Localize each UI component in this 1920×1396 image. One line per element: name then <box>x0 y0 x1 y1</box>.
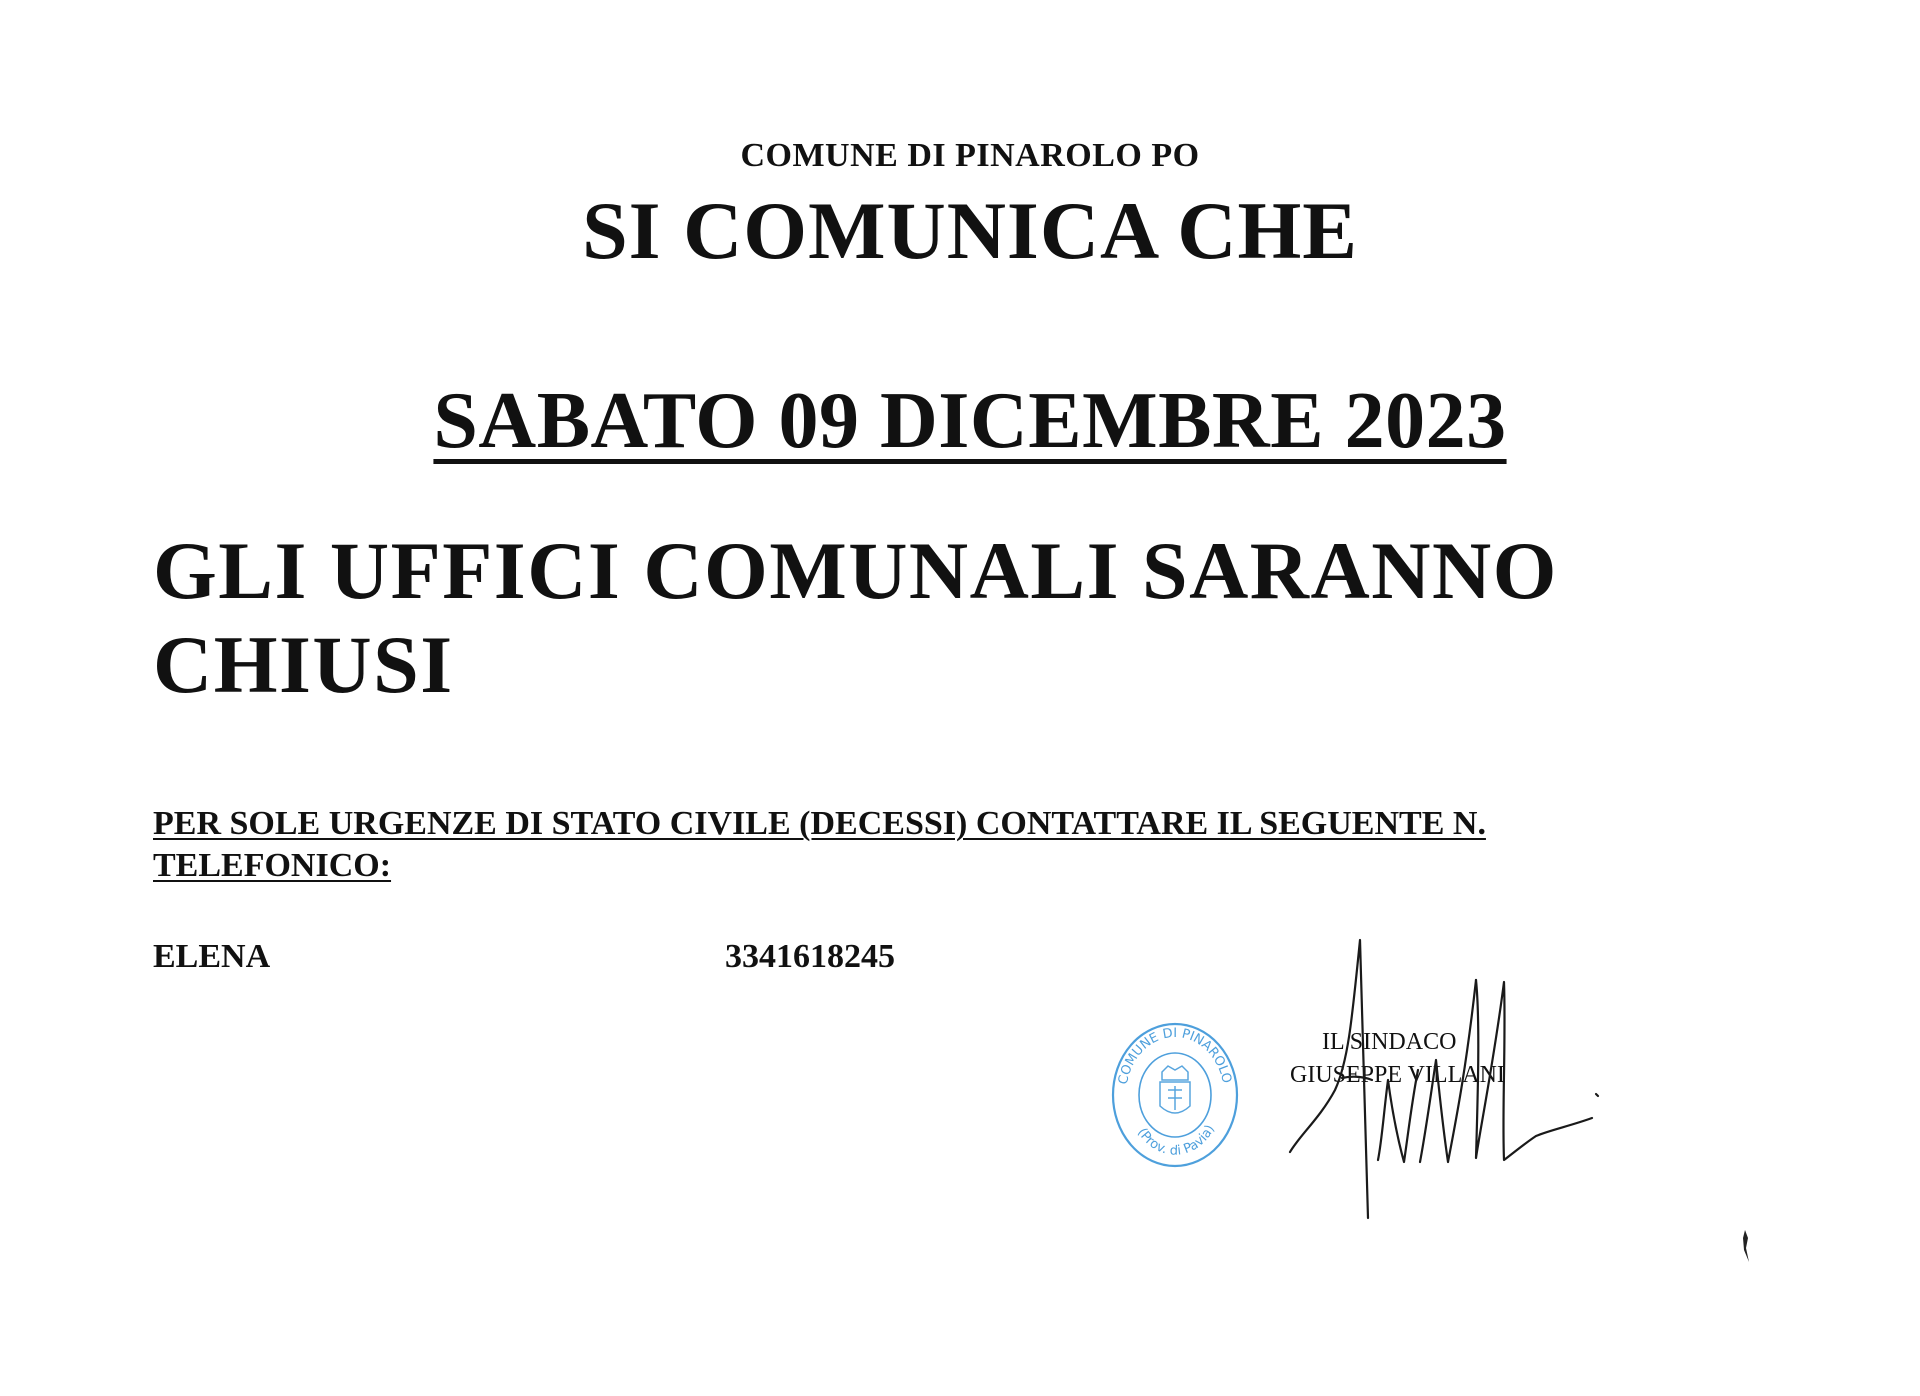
mayor-signature <box>1280 930 1610 1230</box>
contact-phone: 3341618245 <box>725 938 895 975</box>
signatory-title: IL SINDACO <box>1322 1029 1457 1055</box>
svg-text:COMUNE DI PINAROLO <box>1116 1026 1234 1086</box>
issuer-name: COMUNE DI PINAROLO PO <box>740 137 1200 174</box>
scan-speck <box>1740 1228 1752 1264</box>
seal-text-bottom: (Prov. di Pavia) <box>1134 1122 1218 1159</box>
closure-announcement: GLI UFFICI COMUNALI SARANNO CHIUSI <box>153 525 1558 710</box>
municipal-seal-stamp <box>1110 1020 1240 1170</box>
signatory-name: GIUSEPPE VILLANI <box>1290 1062 1505 1088</box>
crest-icon <box>1160 1066 1190 1113</box>
urgent-contact-note: PER SOLE URGENZE DI STATO CIVILE (DECESSI) CONTATTARE IL SEGUENTE N. TELEFONICO: <box>153 805 1486 884</box>
notice-heading: SI COMUNICA CHE <box>582 185 1358 276</box>
svg-text:(Prov. di Pavia) <box>1134 1123 1218 1159</box>
closure-date <box>10 376 1920 466</box>
seal-text-top: COMUNE DI PINAROLO <box>1115 1025 1234 1086</box>
closure-date-text: SABATO 09 DICEMBRE 2023 <box>433 377 1507 465</box>
contact-name: ELENA <box>153 938 271 975</box>
